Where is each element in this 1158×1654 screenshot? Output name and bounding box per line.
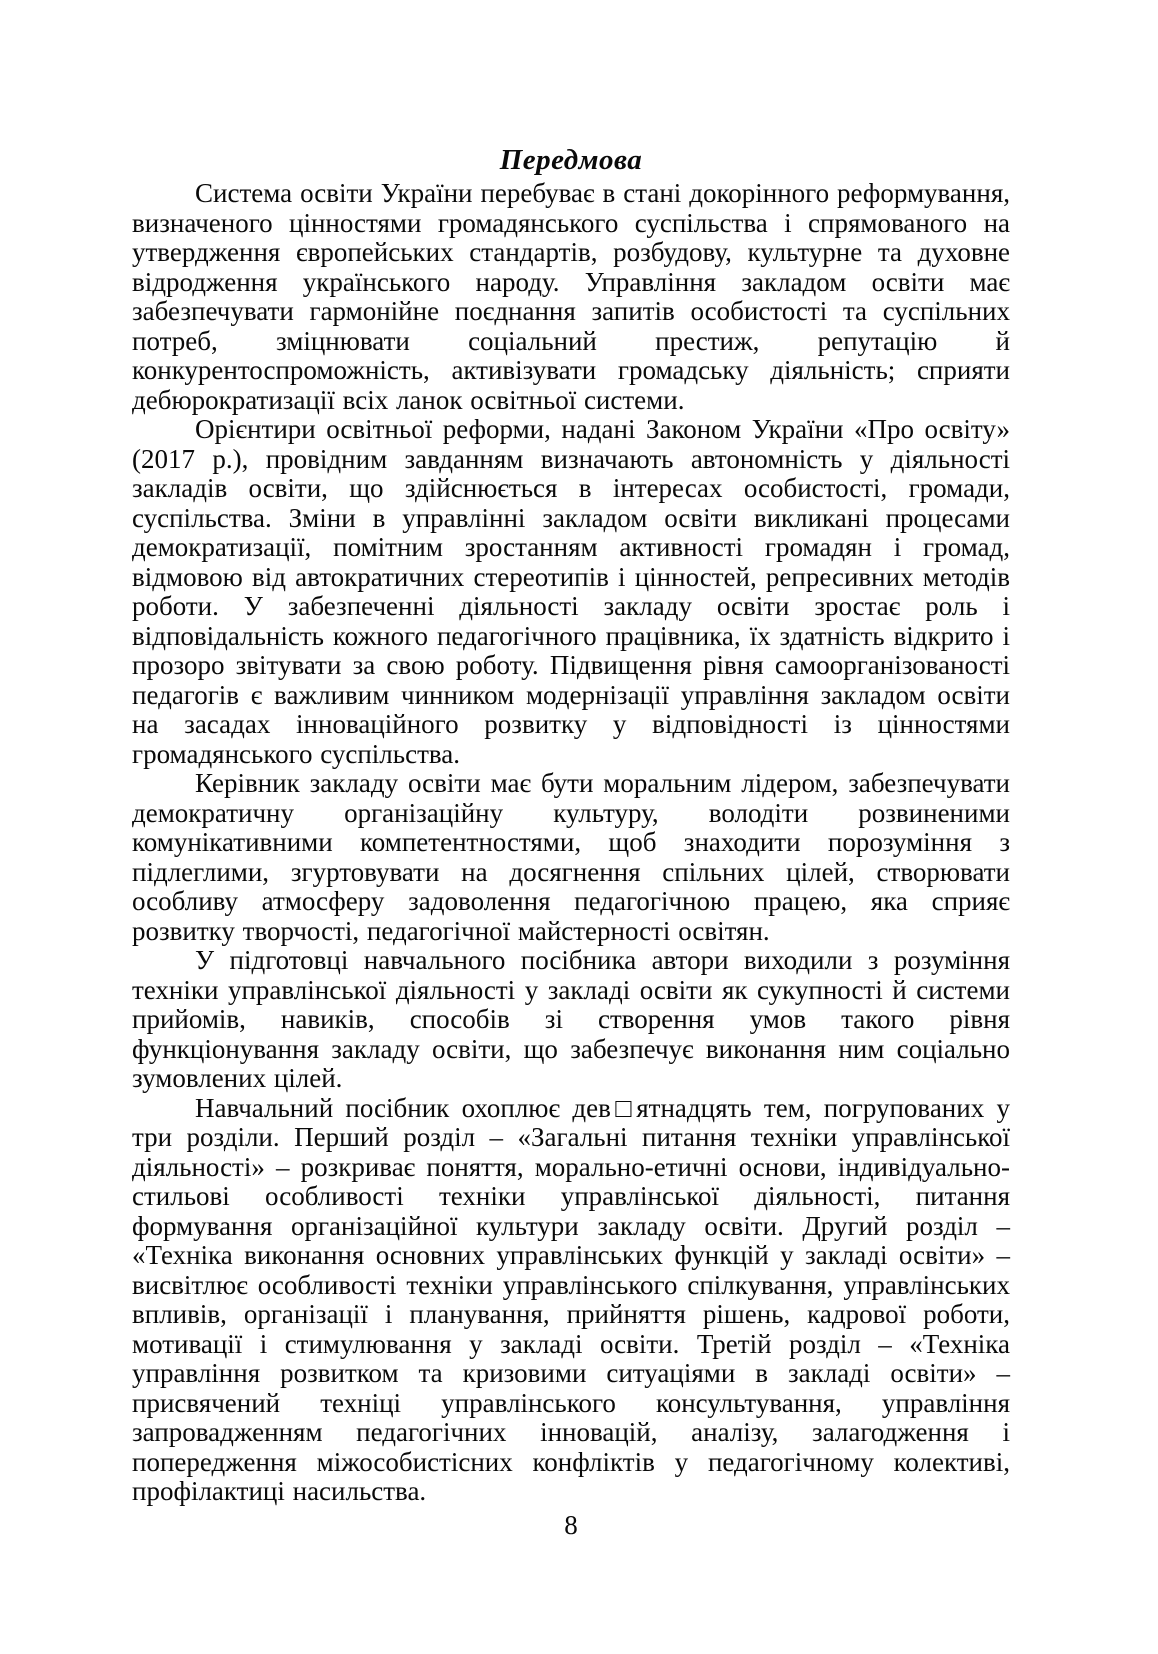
paragraph-4: У підготовці навчального посібника автори виходили з розуміння техніки управлінської діяльності у закладі освіти як сукупності й системи прийомів, навиків, способів зі створення умов такого рівня функціонування закладу освіти, що забезпечує виконання ним соціально зумовлених цілей. <box>132 945 1010 1093</box>
paragraph-3: Керівник закладу освіти має бути моральним лідером, забезпечувати демократичну організаційну культуру, володіти розвиненими комунікативними компетентностями, щоб знаходити порозуміння з підлеглими, згуртовувати на досягнення спільних цілей, створювати особливу атмосферу задоволення педагогічною працею, яка сприяє розвитку творчості, педагогічної майстерності освітян. <box>132 768 1010 946</box>
preface-content <box>132 144 1010 1540</box>
paragraph-1: Система освіти України перебуває в стані докорінного реформування, визначеного цінностями громадянського суспільства і спрямованого на утвердження європейських стандартів, розбудову, культурне та духовне відродження українського народу. Управління закладом освіти має забезпечувати гармонійне поєднання запитів особистості та суспільних потреб, зміцнювати соціальний престиж, репутацію й конкурентоспроможність, активізувати громадську діяльність; сприяти дебюрократизації всіх ланок освітньої системи. <box>132 178 1010 415</box>
paragraph-2: Орієнтири освітньої реформи, надані Законом України «Про освіту» (2017 р.), провідним завданням визначають автономність у діяльності закладів освіти, що здійснюється в інтересах особистості, громади, суспільства. Зміни в управлінні закладом освіти викликані процесами демократизації, помітним зростанням активності громадян і громад, відмовою від автократичних стереотипів і цінностей, репресивних методів роботи. У забезпеченні діяльності закладу освіти зростає роль і відповідальність кожного педагогічного працівника, їх здатність відкрито і прозоро звітувати за свою роботу. Підвищення рівня самоорганізованості педагогів є важливим чинником модернізації управління закладом освіти на засадах інноваційного розвитку у відповідності із цінностями громадянського суспільства. <box>132 414 1010 769</box>
page-number: 8 <box>564 1509 578 1540</box>
page-title: Передмова <box>499 144 643 176</box>
paragraph-5: Навчальний посібник охоплює дев□ятнадцять тем, погрупованих у три розділи. Перший розділ – «Загальні питання техніки управлінської діяльності» – розкриває поняття, морально-етичні основи, індивідуально-стильові особливості техніки управлінської діяльності, питання формування організаційної культури закладу освіти. Другий розділ – «Техніка виконання основних управлінських функцій у закладі освіти» – висвітлює особливості техніки управлінського спілкування, управлінських впливів, організації і планування, прийняття рішень, кадрової роботи, мотивації і стимулювання у закладі освіти. Третій розділ – «Техніка управління розвитком та кризовими ситуаціями в закладі освіти» – присвячений техніці управлінського консультування, управління запровадженням педагогічних інновацій, аналізу, залагодження і попередження міжособистісних конфліктів у педагогічному колективі, профілактиці насильства. <box>132 1092 1010 1506</box>
